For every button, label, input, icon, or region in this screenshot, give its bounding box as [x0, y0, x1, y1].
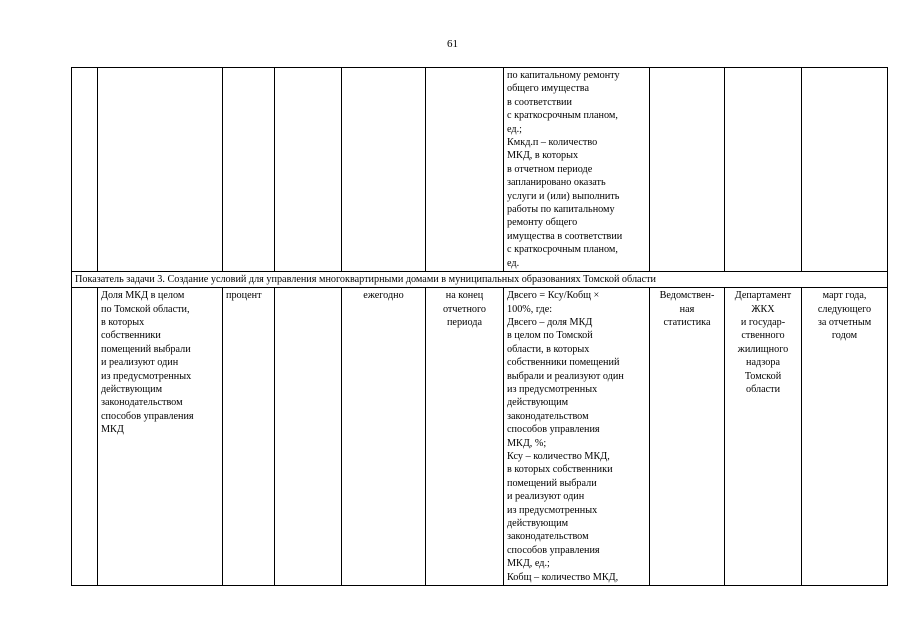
indicator-responsible: Департамент ЖКХ и государ- ственного жилищного надзора Томской области [725, 288, 802, 586]
cell-source [650, 68, 725, 272]
cell-number [72, 68, 98, 272]
section-header-row [72, 272, 888, 288]
cell-periodicity [342, 68, 426, 272]
cell-unit [223, 68, 275, 272]
indicator-source: Ведомствен- ная статистика [650, 288, 725, 586]
indicator-periodicity: ежегодно [342, 288, 426, 586]
cell-empty [275, 288, 342, 586]
page-number: 61 [447, 38, 458, 50]
indicator-row [72, 288, 888, 586]
cell-moment [426, 68, 504, 272]
cell-responsible [725, 68, 802, 272]
indicator-deadline: март года, следующего за отчетным годом [802, 288, 888, 586]
continuation-row [72, 68, 888, 272]
cell-number [72, 288, 98, 586]
indicator-unit: процент [223, 288, 275, 586]
section-header: Показатель задачи 3. Создание условий для управления многоквартирными домами в муниципальных образованиях Томской области [72, 272, 888, 288]
indicator-moment: на конец отчетного периода [426, 288, 504, 586]
cell-name [98, 68, 223, 272]
indicator-name: Доля МКД в целом по Томской области, в которых собственники помещений выбрали и реализуют один из предусмотренных действующим законодательством способов управления МКД [98, 288, 223, 586]
indicator-table [71, 67, 888, 586]
cell-formula: по капитальному ремонту общего имущества в соответствии с краткосрочным планом, ед.; Кмкд.п – количество МКД, в которых в отчетном периоде запланировано оказать услуги и (или) выполнить работы по капитальному ремонту общего имущества в соответствии с краткосрочным планом, ед. [504, 68, 650, 272]
cell-deadline [802, 68, 888, 272]
indicator-formula: Двсего = Ксу/Кобщ × 100%, где: Двсего – доля МКД в целом по Томской области, в которых собственники помещений выбрали и реализуют один из предусмотренных действующим законодательством способов управления МКД, %; Ксу – количество МКД, в которых собственники помещений выбрали и реализуют один из предусмотренных действующим законодательством способов управления МКД, ед.; Кобщ – количество МКД, [504, 288, 650, 586]
cell-empty [275, 68, 342, 272]
